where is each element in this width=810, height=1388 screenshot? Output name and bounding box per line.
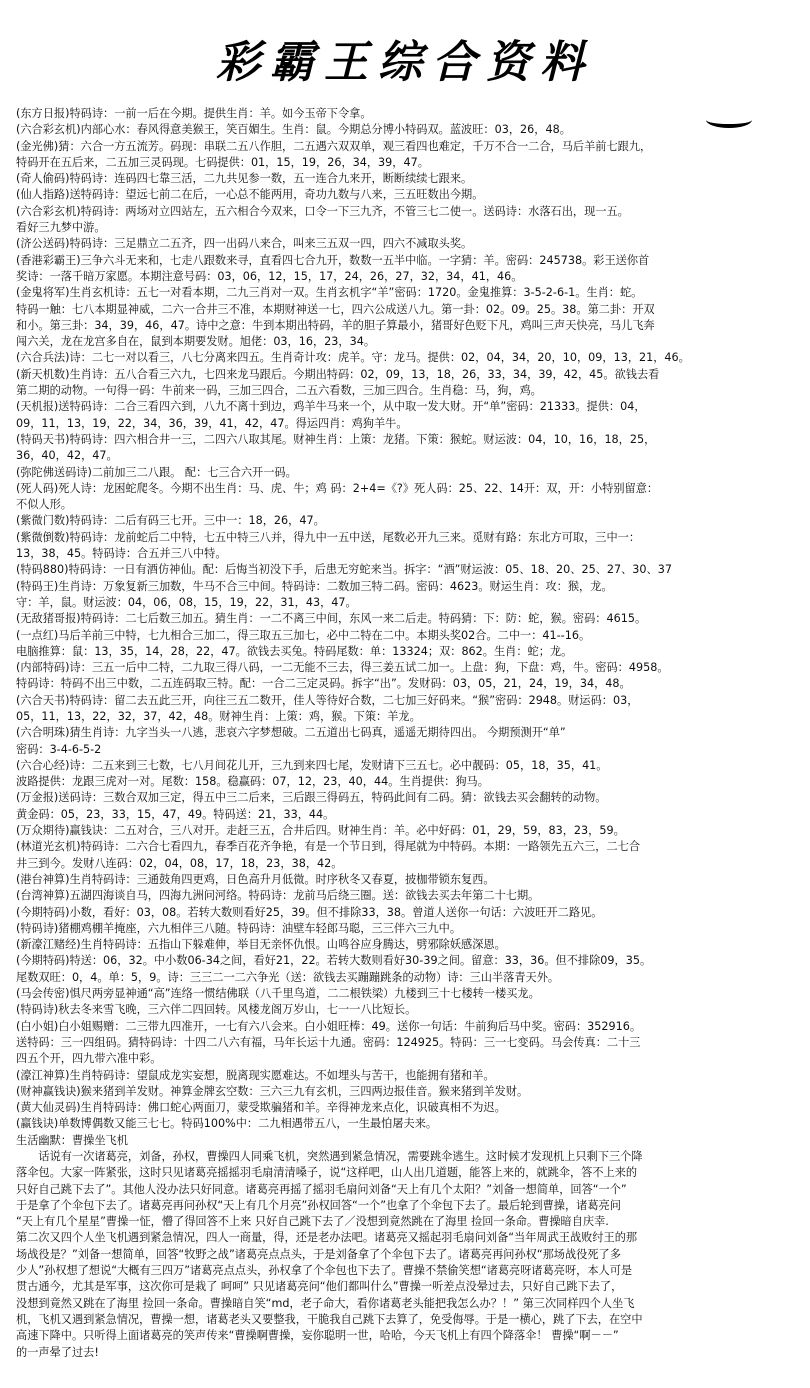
- text-line: 特码开在五后来，二五加三灵码现。七码提供：01，15，19，26，34，39，47。: [16, 155, 429, 169]
- text-line: (仙人指路)送特码诗：望远七前二在后，一心总不能两用，奇功九数与八来，三五旺数出今期。: [16, 188, 484, 202]
- text-line: 不似人形。: [16, 498, 72, 512]
- text-line: (六合心经)诗：二五来到三七数，七八月间花儿开，三九到来四七尾，发财请下三五七。必中靓码：05，18，35，41。: [16, 758, 608, 772]
- text-line: (今期特码)小数，看好：03，08。若转大数则看好25，39。但不排除33，38。曾道人送你一句话：六波旺开二路见。: [16, 905, 603, 919]
- text-line: 看好三九梦中游。: [16, 221, 106, 235]
- text-line: (紫微倒数)特码诗：龙前蛇后二中特，七五中特三八并，得九中一五中送，尾数必开九三来。觅财有路：东北方可取，三中一：: [16, 530, 641, 544]
- text-line: (无敌猪哥报)特码诗：二七后数三加五。猜生肖：一二不离三中间，东风一来二后走。特码猜：下：防：蛇，猴。密码：4615。: [16, 612, 647, 626]
- text-line: 的一声晕了过去!: [16, 1345, 99, 1359]
- text-line: (赢钱诀)单数博偶数又能三七七。特码100%中：二九相遇带五八，一生最怕屠夫来。: [16, 1117, 438, 1131]
- text-line: 密码：3-4-6-5-2: [16, 742, 102, 756]
- text-line: 第二次又四个人坐飞机遇到紧急情况，四人一商量，得，还是老办法吧。诸葛亮又摇起羽毛扇问刘备“当年周武王战败纣王的那: [16, 1231, 638, 1245]
- text-line: (港台神算)生肖特码诗：三通鼓角四更鸡，日色高升月低微。时序秋冬又春夏，披枷带锁东复西。: [16, 872, 495, 886]
- text-line: (万众期待)赢钱诀：二五对合，三八对开。走赶三五，合井后四。财神生肖：羊。必中好码：01，29，59，83，23，59。: [16, 824, 625, 838]
- text-line: 特码诗：特码不出三中数，二五连码取三特。配：一合二三定灵码。拆字“出”。发财码：03，05，21，24，19，34，48。: [16, 677, 631, 691]
- text-line: 05，11，13，22，32，37，42，48。财神生肖：上策：鸡，猴。下策：羊龙。: [16, 709, 421, 723]
- text-line: 少人”孙权想了想说“大概有三四万”诸葛亮点点头，孙权拿了个伞包也下去了。曹操不禁偷笑想“诸葛亮呀诸葛亮呀，本人可是: [16, 1264, 633, 1278]
- text-line: “天上有几个星星”曹操一怔，懵了得回答不上来 只好自己跳下去了／没想到竟然跳在了海里 捡回一条命。曹操暗自庆幸.: [16, 1215, 609, 1229]
- text-line: 送特码：三一四组码。猜特码诗：十四二八六有福，马年长运十九通。密码：124925。特码：三一七变码。马会传真：二十三: [16, 1035, 641, 1049]
- text-line: 奖诗：一落千暗万家愿。本期注意号码：03，06，12，15，17，24，26，27，32，34，41，46。: [16, 269, 523, 283]
- text-line: 四五个开，四九带六准中彩。: [16, 1052, 162, 1066]
- text-line: (东方日报)特码诗：一前一后在今期。提供生肖：羊。如今玉帝下令拿。: [16, 107, 372, 120]
- text-line: 守：羊，鼠。财运波：04，06，08，15，19，22，31，43，47。: [16, 595, 357, 609]
- text-line: 没想到竟然又跳在了海里 捡回一条命。曹操暗自笑“md，老子命大，看你诸葛老头能把我怎么办？！” 第三次同样四个人坐飞: [16, 1296, 635, 1310]
- text-line: (特码诗)秋去冬来雪飞晚，三六伴二四回转。风楼龙阁万岁山，七一一八比短长。: [16, 1003, 417, 1017]
- text-line: (万金报)送码诗：三数合双加三定，得五中三二后来，三后跟三得码五，特码此间有二码。猜：欲钱去买会翻转的动物。: [16, 791, 607, 805]
- text-line: (紫微门数)特码诗：二后有码三七开。三中一：18，26，47。: [16, 514, 325, 528]
- text-line: 机，飞机又遇到紧急情况，曹操一想，诸葛老头又要整我，干脆我自己跳下去算了，免受侮辱。于是一横心，跳了下去，在空中: [16, 1312, 643, 1326]
- text-line: 09，11，13，19，22，34，36，39，41，42，47。得运四肖：鸡狗羊牛。: [16, 416, 408, 430]
- text-line: 特码一触：七八本期显神威，二六一合井三不准，本期财神送一七，四六公成送八九。第一卦：02。09。25。38。第二卦：开双: [16, 302, 655, 316]
- text-line: (弥陀佛送码诗)二前加三二八跟。 配：七三合六开一码。: [16, 465, 297, 479]
- text-line: (六合天书)特码诗：留二去五此三开，向往三五二数开，佳人等待好合数，二七加三好码来。“猴”密码：2948。财运码：03，: [16, 693, 639, 707]
- text-line: 井三到今。发财八连码：02，04，08，17，18，23，38，42。: [16, 856, 343, 870]
- text-line: 第二期的动物。一句得一码：牛前来一码，三加三四合，二五六看数，三加三四合。生肖稳：马，狗，鸡。: [16, 384, 542, 398]
- page-title: 彩霸王综合资料: [216, 37, 594, 88]
- text-line: (天机报)送特码诗：二合三看四六到，八九不离十到边，鸡羊牛马来一个，从中取一发大财。开“单”密码：21333。提供：04，: [16, 400, 646, 414]
- bottom-margin: [0, 1370, 810, 1388]
- text-line: (一点红)马后羊前三中特，七九相合三加二，得三取五三加七，必中二特在二中。本期头奖02合。二中一：41--16。: [16, 628, 591, 642]
- text-line: 闯六关，龙在龙宫多自在，鼠到本期要发财。旭佬：03，16，23，34。: [16, 335, 376, 349]
- text-line: 于是拿了个伞包下去了。诸葛亮再问孙权“天上有几个月亮”孙权回答“一个”也拿了个伞包下去了。最后轮到曹操，诸葛亮问: [16, 1198, 621, 1212]
- text-line: (金光佛)猜：六合一方五流芳。码现：串联二五八作胆，二五遇六双双单，观三看四也难定，千万不合一二合，马后羊前七跟九，: [16, 139, 652, 153]
- text-line: (六合彩玄机)特码诗：两场对立四站左，五六相合今双来，口令一下三九齐，不管三七二使一。送码诗：水落石出，现一五。: [16, 204, 629, 218]
- text-line: (新天机数)生肖诗：五八合看三六九，七四来龙马跟后。今期出特码：02，09，13，18，26，33，34，39，42，45。欲钱去看: [16, 367, 660, 381]
- text-line: (新濠江赌经)生肖特码诗：五指山下躲难伸，举目无亲怀仇恨。山鸣谷应身腾达，劈邪除妖感深恩。: [16, 938, 506, 952]
- text-line: (金鬼将军)生肖玄机诗：五七一对看本期，二九三肖对一双。生肖玄机字“羊”密码：1720。金鬼推算：3-5-2-6-1。生肖：蛇。: [16, 286, 643, 300]
- text-line: (特码王)生肖诗：万象复新三加数，牛马不合三中间。特码诗：二数加三特二码。密码：4623。财运生肖：攻：猴，龙。: [16, 579, 613, 593]
- text-line: 波路提供：龙跟三虎对一对。尾数：158。稳赢码：07，12，23，40，44。生肖提供：狗马。: [16, 775, 489, 789]
- text-line: (内部特码)诗：三五一后中二特，二九取三得八码，一二无能不三去，得三姜五试二加一。上盘：狗，下盘：鸡，牛。密码：4958。: [16, 661, 669, 675]
- text-line: 13，38，45。特码诗：合五并三八中特。: [16, 547, 227, 561]
- text-line: (死人码)死人诗：龙困蛇爬冬。今期不出生肖：马、虎、牛；鸡 码：2+4=《?》死人码：25、22、14开：双，开：小特别留意：: [16, 481, 659, 495]
- text-line: 黄金码：05，23，33，15，47，49。特码送：21，33，44。: [16, 807, 335, 821]
- text-line: (马会传密)惧尺两旁显神通“高”连络一惯结佛联（八千里鸟道，二二根铁梁）九楼到三十七楼转一楼买龙。: [16, 987, 540, 1001]
- text-line: (特码天书)特码诗：四六相合井一三，二四六八取其尾。财神生肖：上策：龙猪。下策：猴蛇。财运波：04，10，16，18，25，: [16, 432, 656, 446]
- text-line: (六合彩玄机)内部心水：春风得意美猴王，笑百媚生。生肖：鼠。今期总分博小特码双。蓝波旺：03，26，48。: [16, 123, 571, 137]
- text-line: 电脑推算：鼠：13，35，14，28，22，47。欲钱去买兔。特码尾数：单：13324；双：862。生肖：蛇；龙。: [16, 644, 573, 658]
- text-line: 贯古通今，尤其是军事，这次你可是栽了 呵呵” 只见诸葛亮问“他们都叫什么”曹操一听差点没晕过去，只好自己跳下去了，: [16, 1280, 623, 1294]
- text-line: (济公送码)特码诗：三足鼎立二五齐，四一出码八来合，叫来三五双一四，四六不减取头奖。: [16, 237, 473, 251]
- text-line: (六合兵法)诗：二七一对以看三，八七分离来四五。生肖奇计攻：虎羊。守：龙马。提供：02，04，34，20，10，09，13，21，46。: [16, 351, 690, 365]
- text-line: (台湾神算)五湖四海谈自马，四海九洲问河络。特码诗：龙前马后绕三圈。送：欲钱去买去年第二十七期。: [16, 889, 540, 903]
- text-line: (香港彩霸王)三争六斗无来和，七走八跟数来寻，直看四七合九开，数数一五半中临。一字猜：羊。密码：245738。彩王送你首: [16, 253, 650, 267]
- document-body: [16, 106, 796, 1361]
- text-line: 场战役是？”刘备一想简单，回答“牧野之战”诸葛亮点点头，于是刘备拿了个伞包下去了。诸葛亮再问孙权“那场战役死了多: [16, 1247, 621, 1261]
- text-line: 尾数双旺：0，4。单：5，9。诗：三三二一二六争光（送：欲钱去买蹦蹦跳条的动物）诗：三山半落青天外。: [16, 970, 560, 984]
- text-line: (濠江神算)生肖特码诗：望鼠成龙实妄想，脱离现实愿难达。不如埋头与苦干，也能拥有猪和羊。: [16, 1068, 495, 1082]
- text-line: 36，40，42，47。: [16, 449, 118, 463]
- text-line: 落伞包。大家一阵紧张，这时只见诸葛亮摇摇羽毛扇清清嗓子，说“这样吧，山人出几道题，能答上来的，就跳伞，答不上来的: [16, 1166, 638, 1180]
- text-line: (特码880)特码诗：一日有酒仿神仙。配：后悔当初没下手，后患无穷蛇来当。拆字：“酒”财运波：05、18、20、25、27、30、37: [16, 563, 672, 577]
- text-line: 高速下降中。只听得上面诸葛亮的笑声传来“曹操啊曹操，妄你聪明一世，哈哈，今天飞机上有四个降落伞！ 曹操“啊－－”: [16, 1329, 619, 1343]
- text-line: 只好自己跳下去了”。其他人没办法只好同意。诸葛亮再摇了摇羽毛扇问刘备“天上有几个太阳？”刘备一想简单，回答“一个”: [16, 1182, 627, 1196]
- text-line: (特码诗)猪棚鸡棚羊掩座，六九相伴三八随。特码诗：油壁车轻郎马聪，三三伴六三九中。: [16, 921, 462, 935]
- text-line: (财神赢钱诀)猴来猪到羊发财。神算金牌玄空数：三六三九有玄机，三四两边报佳音。猴来猪到羊发财。: [16, 1084, 529, 1098]
- text-line: (白小姐)白小姐赐赠：二三带九四准开，一七有六八会来。白小姐旺棒：49。送你一句话：牛前狗后马中奖。密码：352916。: [16, 1019, 642, 1033]
- text-line: 生活幽默：曹操坐飞机: [16, 1133, 128, 1147]
- text-line: (六合明珠)猜生肖诗：九字当头一八逃，悲哀六字梦想破。二五道出七码真，遥遥无期待四出。 今期预测开“单”: [16, 726, 566, 740]
- text-line: 和小。第三卦：34，39，46，47。诗中之意：牛到本期出特码，羊的胆子算最小，猪哥好色贬下凡，鸡叫三声天快亮，马儿飞奔: [16, 318, 655, 332]
- text-line: (今期特码)特送：06，32。中小数06-34之间，看好21，22。若转大数则看好30-39之间。留意：33，36。但不排除09，35。: [16, 954, 652, 968]
- text-line: (林道光玄机)特码诗：二六合七看四九，春季百花齐争艳，有是一个节日到，得尾就为中特码。本期：一路领先五六三，二七合: [16, 840, 641, 854]
- text-line: (黄大仙灵码)生肖特码诗：佛口蛇心两面刀，蒙受欺骗猪和羊。辛得神龙来点化，识破真相不为迟。: [16, 1101, 506, 1115]
- text-line: (奇人偷码)特码诗：连码四七靠三活，二九共见参一数，五一连合九来开，断断续续七跟来。: [16, 172, 473, 186]
- text-line: 话说有一次诸葛亮，刘备，孙权，曹操四人同乘飞机，突然遇到紧急情况，需要跳伞逃生。这时候才发现机上只剩下三个降: [16, 1150, 643, 1163]
